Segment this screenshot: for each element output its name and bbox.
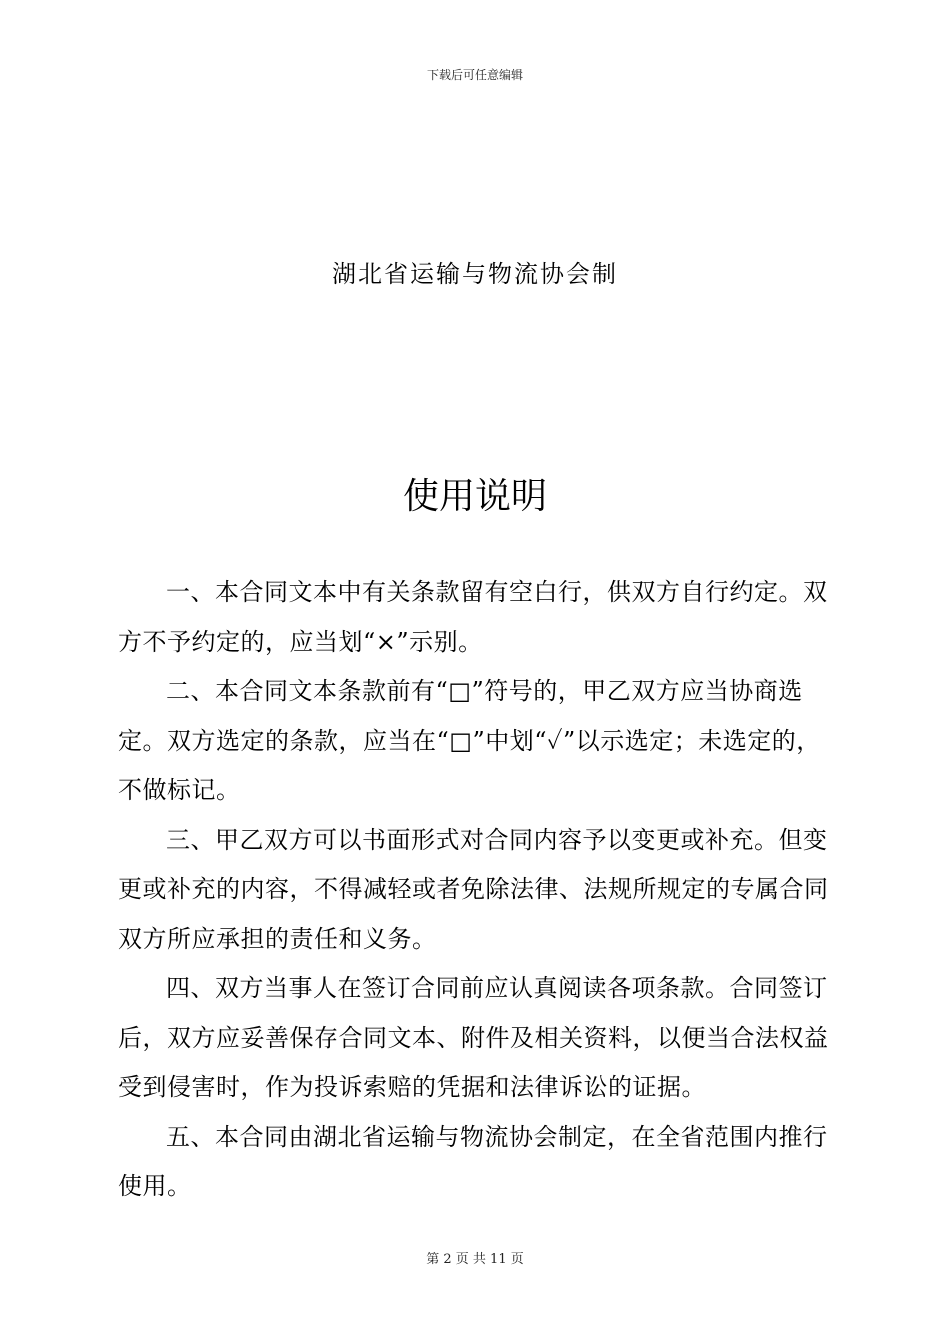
paragraph-4: 四、双方当事人在签订合同前应认真阅读各项条款。合同签订后，双方应妥善保存合同文本、附件及相关资料，以便当合法权益受到侵害时，作为投诉索赔的凭据和法律诉讼的证据。 xyxy=(118,974,829,1101)
page-header: 下载后可任意编辑 xyxy=(426,68,523,82)
page-title: 使用说明 xyxy=(402,476,547,517)
paragraph-5: 五、本合同由湖北省运输与物流协会制定，在全省范围内推行使用。 xyxy=(118,1122,828,1200)
paragraph-1: 一、本合同文本中有关条款留有空白行，供双方自行约定。双方不予约定的，应当划“×”示别。 xyxy=(118,578,828,656)
paragraph-2: 二、本合同文本条款前有“□”符号的，甲乙双方应当协商选定。双方选定的条款，应当在“□”中划“✓”以示选定；未选定的，不做标记。 xyxy=(118,677,821,804)
organization-line: 湖北省运输与物流协会制 xyxy=(332,260,618,288)
instructions-body xyxy=(118,568,834,1212)
page-footer: 第 2 页 共 11 页 xyxy=(426,1252,524,1267)
paragraph-3: 三、甲乙双方可以书面形式对合同内容予以变更或补充。但变更或补充的内容，不得减轻或者免除法律、法规所规定的专属合同双方所应承担的责任和义务。 xyxy=(118,825,829,953)
